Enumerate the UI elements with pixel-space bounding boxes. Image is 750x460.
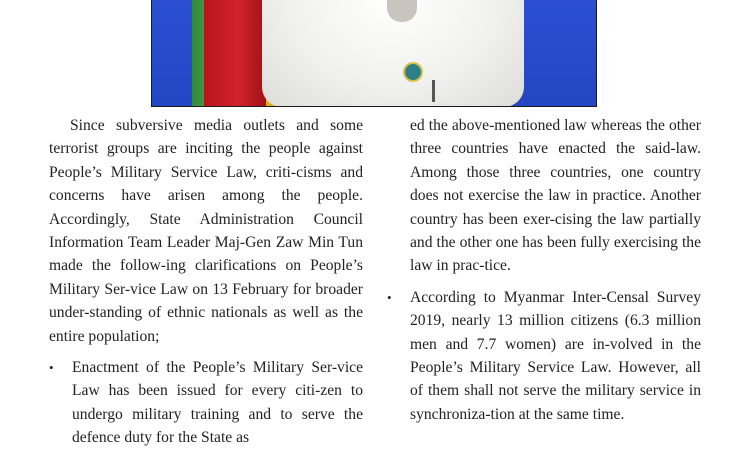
lapel-badge xyxy=(403,62,423,82)
continuation-text: ed the above-mentioned law whereas the other three countries have enacted the said-law. Among those three countries, one country does not exercise the law in practice. Another country has been exer-cising the law partially and the other one has been fully exercising the law in prac-tice. xyxy=(410,117,701,275)
bullet-text: Enactment of the People’s Military Ser-vice Law has been issued for every citi-zen to undergo military training and to serve the defence duty for the State as xyxy=(72,359,363,447)
intro-paragraph: Since subversive media outlets and some terrorist groups are inciting the people against People’s Military Service Law, criti-cisms and concerns have arisen among the people. Accordingly, State Administration Council Information Team Leader Maj-Gen Zaw Min Tun made the follow-ing clarifications on People’s Military Ser-vice Law on 13 February for broader under-standing of ethnic nationals as well as the entire population; xyxy=(49,117,363,345)
bullet-item-census xyxy=(387,286,701,426)
bullet-dot: • xyxy=(387,289,392,305)
pocket-pen xyxy=(432,80,435,102)
right-column xyxy=(387,114,701,434)
flag-red-stripe xyxy=(204,0,266,107)
continuation-paragraph xyxy=(387,114,701,278)
bullet-item-enactment xyxy=(49,356,363,450)
speaker-photo xyxy=(151,0,597,107)
bullet-dot: • xyxy=(49,360,54,376)
left-column xyxy=(49,114,363,458)
bullet-text: According to Myanmar Inter-Censal Survey 2019, nearly 13 million citizens (6.3 million men and 7.7 women) are in-volved in the People’s Military Service Law. However, all of them shall not serve the military service in synchroniza-tion at the same time. xyxy=(410,288,701,423)
